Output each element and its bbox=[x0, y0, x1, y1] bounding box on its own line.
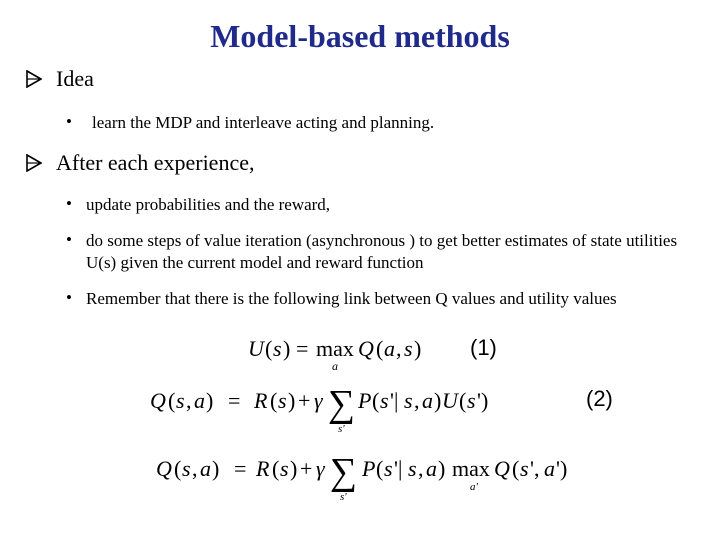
equation-2-graphic bbox=[146, 378, 626, 434]
equation-2 bbox=[146, 378, 626, 434]
svg-text:s: s bbox=[278, 388, 287, 413]
svg-text:a': a' bbox=[470, 481, 478, 493]
svg-text:Q: Q bbox=[150, 388, 166, 413]
svg-text:): ) bbox=[283, 336, 291, 361]
svg-text:a: a bbox=[200, 456, 211, 481]
equation-3-graphic bbox=[152, 446, 592, 502]
svg-text:'|: '| bbox=[394, 456, 403, 481]
svg-text:R: R bbox=[254, 388, 268, 413]
svg-text:a: a bbox=[544, 456, 555, 481]
svg-text:(: ( bbox=[512, 456, 520, 481]
svg-text:): ) bbox=[414, 336, 422, 361]
bullet-dot: • bbox=[66, 230, 72, 249]
svg-text:,: , bbox=[192, 456, 198, 481]
svg-text:U: U bbox=[248, 336, 264, 361]
svg-text:γ: γ bbox=[316, 456, 325, 481]
slide-title: Model-based methods bbox=[210, 18, 510, 54]
svg-text:(: ( bbox=[270, 388, 278, 413]
svg-text:Q: Q bbox=[358, 336, 374, 361]
svg-text:s: s bbox=[404, 388, 413, 413]
svg-text:): ) bbox=[288, 388, 296, 413]
bullet-dot: • bbox=[66, 112, 72, 131]
section-heading-idea bbox=[26, 66, 94, 92]
svg-text:s: s bbox=[273, 336, 282, 361]
svg-text:U: U bbox=[442, 388, 458, 413]
svg-text:(: ( bbox=[265, 336, 273, 361]
svg-text:s: s bbox=[182, 456, 191, 481]
bullet-item bbox=[66, 112, 692, 134]
arrow-bullet-icon bbox=[26, 154, 42, 172]
bullet-item bbox=[66, 288, 666, 310]
svg-text:(: ( bbox=[168, 388, 176, 413]
bullet-item bbox=[66, 194, 686, 216]
svg-text:,: , bbox=[418, 456, 424, 481]
svg-text:(: ( bbox=[272, 456, 280, 481]
svg-text:a: a bbox=[194, 388, 205, 413]
svg-text:s: s bbox=[280, 456, 289, 481]
bullet-item bbox=[66, 230, 686, 274]
svg-text:P: P bbox=[362, 456, 376, 481]
svg-text:=: = bbox=[296, 336, 309, 361]
svg-text:'): ') bbox=[556, 456, 568, 481]
arrow-bullet-icon bbox=[26, 70, 42, 88]
svg-text:): ) bbox=[206, 388, 214, 413]
bullet-text: update probabilities and the reward, bbox=[86, 195, 331, 214]
bullet-text: Remember that there is the following link between Q values and utility values bbox=[86, 289, 617, 308]
svg-text:(: ( bbox=[174, 456, 182, 481]
svg-text:',: ', bbox=[530, 456, 540, 481]
svg-text:∑: ∑ bbox=[328, 383, 356, 425]
svg-text:a: a bbox=[426, 456, 437, 481]
svg-text:s: s bbox=[404, 336, 413, 361]
section-heading-label: Idea bbox=[56, 66, 94, 91]
bullet-text: do some steps of value iteration (asynchronous ) to get better estimates of state utilities U(s) given the current model and reward function bbox=[86, 231, 678, 272]
svg-text:(: ( bbox=[376, 456, 384, 481]
svg-text:,: , bbox=[186, 388, 192, 413]
svg-text:P: P bbox=[358, 388, 372, 413]
svg-text:+: + bbox=[298, 388, 311, 413]
svg-text:s: s bbox=[520, 456, 529, 481]
svg-text:'): ') bbox=[477, 388, 489, 413]
svg-text:s: s bbox=[380, 388, 389, 413]
svg-text:): ) bbox=[434, 388, 442, 413]
svg-text:): ) bbox=[438, 456, 446, 481]
svg-text:s': s' bbox=[338, 423, 345, 434]
svg-text:(: ( bbox=[372, 388, 380, 413]
svg-text:): ) bbox=[212, 456, 220, 481]
svg-text:s: s bbox=[384, 456, 393, 481]
bullet-dot: • bbox=[66, 194, 72, 213]
svg-text:R: R bbox=[256, 456, 270, 481]
svg-text:s': s' bbox=[340, 491, 347, 502]
svg-text:a: a bbox=[384, 336, 395, 361]
section-heading-after bbox=[26, 150, 254, 176]
equation-3 bbox=[152, 446, 592, 502]
bullet-dot: • bbox=[66, 288, 72, 307]
svg-text:s: s bbox=[408, 456, 417, 481]
svg-text:a: a bbox=[332, 359, 338, 373]
svg-text:(: ( bbox=[376, 336, 384, 361]
svg-text:,: , bbox=[396, 336, 402, 361]
svg-text:=: = bbox=[234, 456, 247, 481]
svg-text:Q: Q bbox=[156, 456, 172, 481]
svg-text:a: a bbox=[422, 388, 433, 413]
svg-text:'|: '| bbox=[390, 388, 399, 413]
svg-text:+: + bbox=[300, 456, 313, 481]
equation-1 bbox=[240, 332, 520, 374]
bullet-text: learn the MDP and interleave acting and planning. bbox=[92, 113, 435, 132]
svg-text:max: max bbox=[452, 456, 490, 481]
section-heading-label: After each experience, bbox=[56, 150, 255, 175]
svg-text:s: s bbox=[467, 388, 476, 413]
svg-text:,: , bbox=[414, 388, 420, 413]
svg-text:Q: Q bbox=[494, 456, 510, 481]
svg-text:(: ( bbox=[459, 388, 467, 413]
equation-1-number: (1) bbox=[470, 335, 497, 360]
svg-text:∑: ∑ bbox=[330, 451, 358, 493]
svg-text:): ) bbox=[290, 456, 298, 481]
svg-text:=: = bbox=[228, 388, 241, 413]
svg-text:max: max bbox=[316, 336, 354, 361]
svg-text:γ: γ bbox=[314, 388, 323, 413]
equation-2-number: (2) bbox=[586, 386, 613, 411]
svg-text:s: s bbox=[176, 388, 185, 413]
